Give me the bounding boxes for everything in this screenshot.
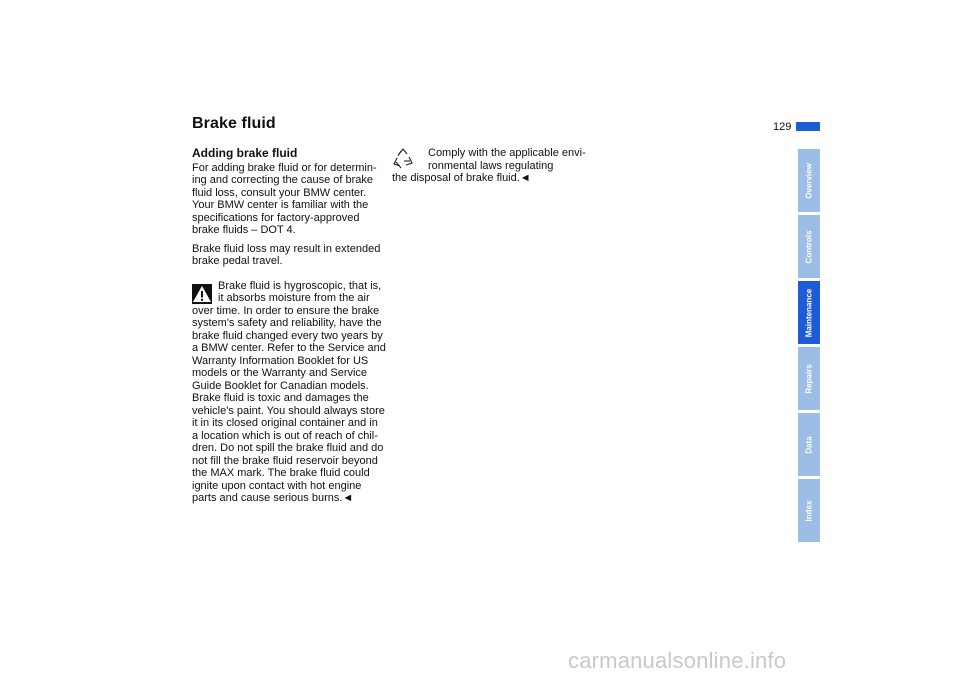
tab-maintenance[interactable]: [798, 281, 820, 344]
recycle-icon: [392, 147, 414, 171]
paragraph-2: Brake fluid loss may result in extended brake pedal travel.: [192, 242, 381, 267]
warning-note: [192, 280, 386, 505]
tab-data[interactable]: [798, 413, 820, 476]
page-marker: [796, 122, 820, 131]
tab-label: Repairs: [804, 363, 814, 394]
tab-overview[interactable]: [798, 149, 820, 212]
right-column: [392, 147, 588, 185]
page-title: Brake fluid: [192, 115, 276, 132]
watermark: carmanualsonline.info: [568, 648, 787, 673]
tab-label: Data: [804, 435, 814, 454]
environment-first-line: Comply with the applicable envi-ronmental laws regulating: [428, 147, 586, 172]
tab-label: Controls: [804, 230, 814, 263]
tab-label: Index: [804, 500, 814, 521]
warning-body: over time. In order to ensure the brake system's safety and reliability, have the brake fluid changed every two years by a BMW center. Refer to the Service and Warranty Information Booklet for US models or the Warranty and Service Guide Booklet for Canadian models. Brake fluid is toxic and damages the vehicle's paint. You should always store it in its closed original container and in a location which is out of reach of chil-dren. Do not spill the brake fluid and do not fill the brake fluid reservoir beyond the MAX mark. The brake fluid could ignite upon contact with hot engine parts and cause serious burns.◄: [192, 304, 386, 504]
warning-first-line: Brake fluid is hygroscopic, that is, it absorbs moisture from the air: [218, 279, 382, 304]
tab-label: Maintenance: [804, 288, 814, 337]
environment-body: the disposal of brake fluid.◄: [392, 172, 531, 184]
tab-controls[interactable]: [798, 215, 820, 278]
section-sidebar: [798, 149, 820, 545]
warning-triangle-icon: [192, 284, 212, 304]
tab-label: Overview: [804, 162, 814, 199]
left-column: [192, 147, 386, 505]
environment-note: [392, 147, 588, 185]
page-number: 129: [773, 121, 792, 133]
paragraph-1: For adding brake fluid or for determin-ing and correcting the cause of brake fluid loss, consult your BMW center. Your BMW center is familiar with the specifications for factory-approved brake fluids – DOT 4.: [192, 161, 377, 236]
tab-repairs[interactable]: [798, 347, 820, 410]
section-heading: Adding brake fluid: [192, 146, 298, 160]
tab-index[interactable]: [798, 479, 820, 542]
